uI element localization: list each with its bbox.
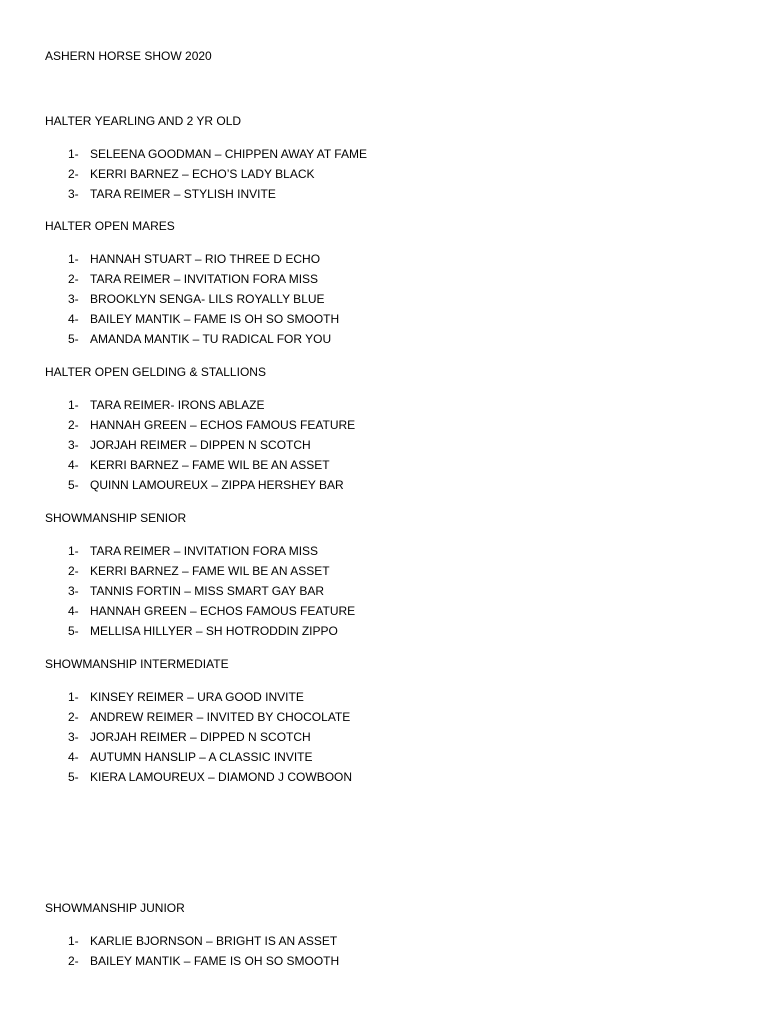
placing-text: MELLISA HILLYER – SH HOTRODDIN ZIPPO <box>90 624 338 638</box>
placing-number: 1- <box>68 690 79 704</box>
placing-text: TARA REIMER – STYLISH INVITE <box>90 187 276 201</box>
placing-number: 5- <box>68 770 79 784</box>
placing-number: 3- <box>68 438 79 452</box>
placing-number: 5- <box>68 478 79 492</box>
placing-number: 5- <box>68 624 79 638</box>
placing-text: HANNAH GREEN – ECHOS FAMOUS FEATURE <box>90 604 356 618</box>
placing-text: KINSEY REIMER – URA GOOD INVITE <box>90 690 304 704</box>
placing-text: TANNIS FORTIN – MISS SMART GAY BAR <box>90 584 325 598</box>
placing-number: 4- <box>68 458 79 472</box>
placing-number: 3- <box>68 730 79 744</box>
placing-number: 2- <box>68 710 79 724</box>
placing-number: 1- <box>68 934 79 948</box>
placing-text: JORJAH REIMER – DIPPEN N SCOTCH <box>90 438 311 452</box>
document-title: ASHERN HORSE SHOW 2020 <box>45 49 212 63</box>
placing-number: 3- <box>68 584 79 598</box>
class-heading: HALTER OPEN GELDING & STALLIONS <box>45 365 266 379</box>
placing-number: 2- <box>68 167 79 181</box>
class-heading: HALTER OPEN MARES <box>45 219 175 233</box>
placing-number: 1- <box>68 252 79 266</box>
placing-number: 5- <box>68 332 79 346</box>
class-heading: SHOWMANSHIP JUNIOR <box>45 901 185 915</box>
placing-text: BAILEY MANTIK – FAME IS OH SO SMOOTH <box>90 954 340 968</box>
placing-number: 4- <box>68 604 79 618</box>
placing-text: HANNAH GREEN – ECHOS FAMOUS FEATURE <box>90 418 356 432</box>
placing-number: 4- <box>68 312 79 326</box>
placing-text: KERRI BARNEZ – FAME WIL BE AN ASSET <box>90 564 330 578</box>
class-heading: HALTER YEARLING AND 2 YR OLD <box>45 114 242 128</box>
placing-text: SELEENA GOODMAN – CHIPPEN AWAY AT FAME <box>90 147 367 161</box>
placing-text: AUTUMN HANSLIP – A CLASSIC INVITE <box>90 750 313 764</box>
placing-number: 1- <box>68 398 79 412</box>
placing-number: 1- <box>68 147 79 161</box>
placing-text: KERRI BARNEZ – ECHO’S LADY BLACK <box>90 167 315 181</box>
placing-number: 2- <box>68 564 79 578</box>
placing-text: KARLIE BJORNSON – BRIGHT IS AN ASSET <box>90 934 338 948</box>
placing-number: 1- <box>68 544 79 558</box>
placing-text: AMANDA MANTIK – TU RADICAL FOR YOU <box>90 332 332 346</box>
placing-number: 2- <box>68 954 79 968</box>
placing-text: ANDREW REIMER – INVITED BY CHOCOLATE <box>90 710 351 724</box>
class-heading: SHOWMANSHIP INTERMEDIATE <box>45 657 229 671</box>
placing-text: BAILEY MANTIK – FAME IS OH SO SMOOTH <box>90 312 340 326</box>
placing-number: 3- <box>68 292 79 306</box>
placing-text: KERRI BARNEZ – FAME WIL BE AN ASSET <box>90 458 330 472</box>
placing-text: TARA REIMER – INVITATION FORA MISS <box>90 272 319 286</box>
placing-number: 2- <box>68 272 79 286</box>
placing-text: KIERA LAMOUREUX – DIAMOND J COWBOON <box>90 770 353 784</box>
placing-number: 3- <box>68 187 79 201</box>
placing-text: TARA REIMER- IRONS ABLAZE <box>90 398 265 412</box>
placing-number: 2- <box>68 418 79 432</box>
placing-text: QUINN LAMOUREUX – ZIPPA HERSHEY BAR <box>90 478 344 492</box>
placing-text: JORJAH REIMER – DIPPED N SCOTCH <box>90 730 311 744</box>
class-heading: SHOWMANSHIP SENIOR <box>45 511 187 525</box>
placing-text: TARA REIMER – INVITATION FORA MISS <box>90 544 319 558</box>
placing-text: HANNAH STUART – RIO THREE D ECHO <box>90 252 321 266</box>
placing-text: BROOKLYN SENGA- LILS ROYALLY BLUE <box>90 292 325 306</box>
placing-number: 4- <box>68 750 79 764</box>
